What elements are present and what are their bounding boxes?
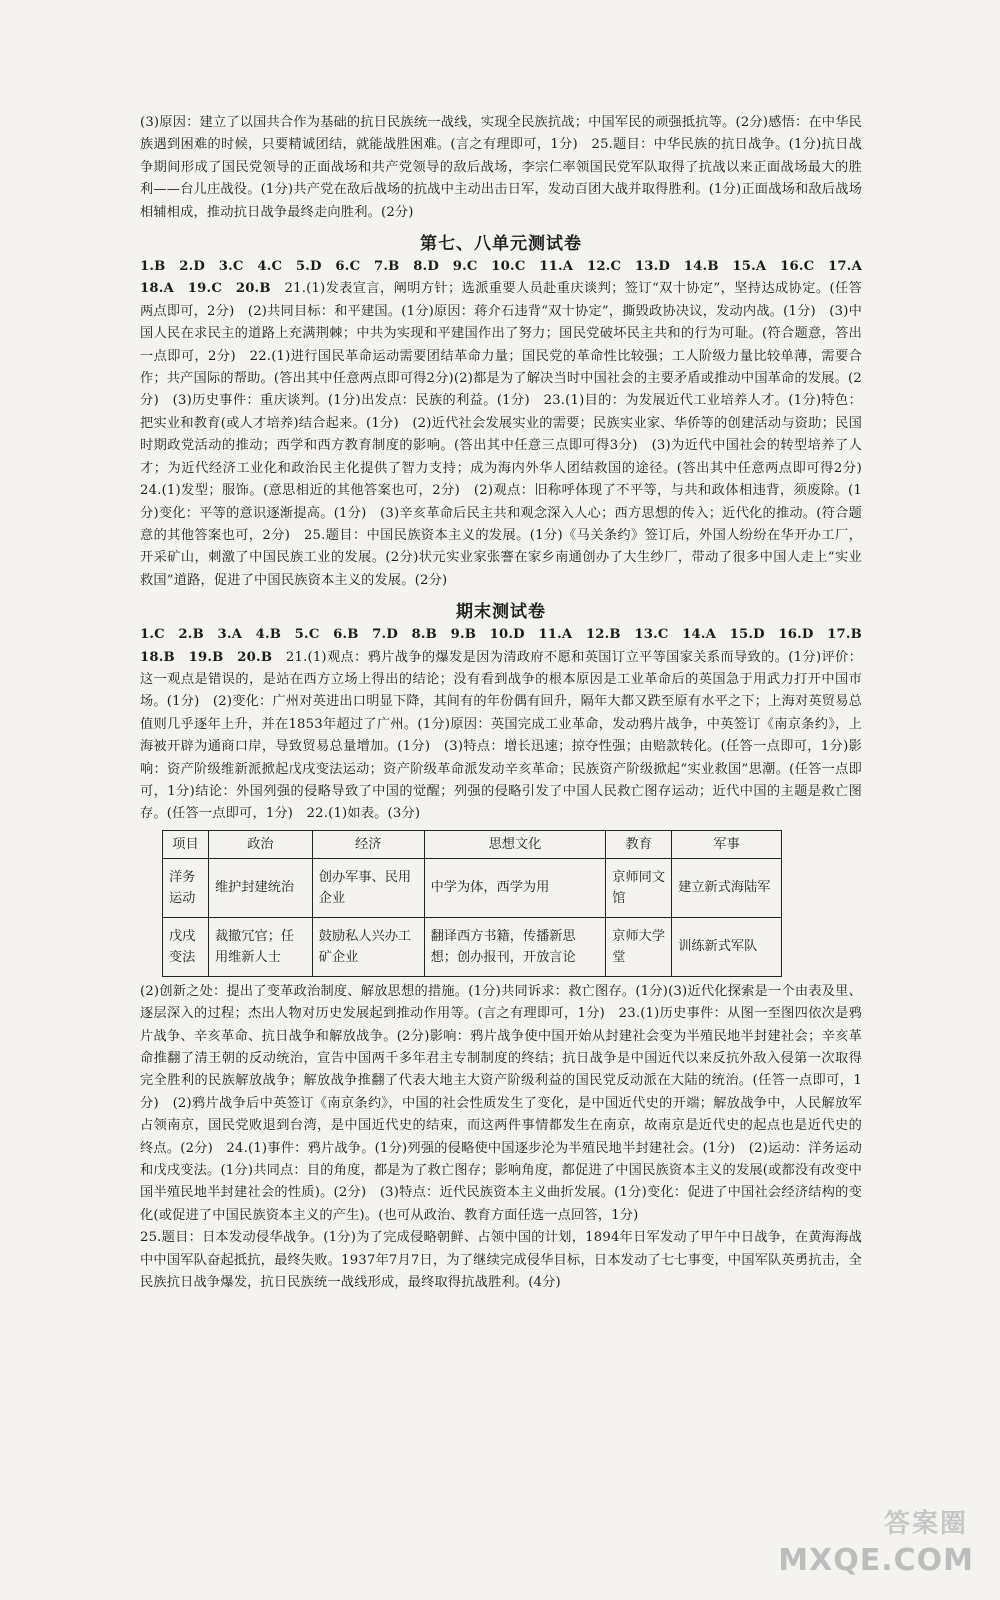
table-cell: 裁撤冗官；任用维新人士 [208,917,312,976]
section3-title: 期末测试卷 [456,602,546,623]
watermark [778,1509,988,1586]
section2-title: 第七、八单元测试卷 [420,234,582,255]
section2-paragraph [140,256,876,592]
section3-question-25: 25.题目：日本发动侵华战争。(1分)为了完成侵略朝鲜、占领中国的计划，1894年日军发动了甲午中日战争，在黄海海战中中国军队奋起抵抗，最终失败。1937年7月7日，为了继续完成侵华目标，日本发动了七七事变，中国军队英勇抗击，全民族抗日战争爆发，抗日民族统一战线形成，最终取得抗战胜利。(4分) [140,1230,862,1291]
watermark-logo: 答案圈 [883,1509,968,1539]
table-cell: 中学为体，西学为用 [424,858,606,917]
table-header: 思想文化 [424,830,606,858]
table-header: 政治 [208,830,312,858]
table-cell: 京师同文馆 [606,858,672,917]
section3-text-before-table: 21.(1)观点：鸦片战争的爆发是因为清政府不愿和英国订立平等国家关系而导致的。(1分)评价：这一观点是错误的，是站在西方立场上得出的结论；没有看到战争的根本原因是工业革命后的英国急于用武力打开中国市场。(1分) (2)变化：广州对英进出口明显下降，其间有的年份偶有回升，隔年大都又跌至原有水平之下；上海对英贸易总值则几乎逐年上升，并在1853年超过了广州。(1分)原因：英国完成工业革命，发动鸦片战争，中英签订《南京条约》，上海被开辟为通商口岸，导致贸易总量增加。(1分) (3)特点：增长迅速；掠夺性强；由赔款转化。(任答一点即可，1分)影响：资产阶级维新派掀起戊戌变法运动；资产阶级革命派发动辛亥革命；民族资产阶级掀起“实业救国”思潮。(任答一点即可，1分)结论：外国列强的侵略导致了中国的觉醒；列强的侵略引发了中国人民救亡图存运动；近代中国的主题是救亡图存。(任答一点即可，1分) 22.(1)如表。(3分) [140,649,862,822]
table-header: 经济 [312,830,424,858]
table-header: 教育 [606,830,672,858]
table-cell: 训练新式军队 [672,917,782,976]
table-cell: 戊戌变法 [163,917,209,976]
table-cell: 鼓励私人兴办工矿企业 [312,917,424,976]
table-cell: 创办军事、民用企业 [312,858,424,917]
table-cell: 洋务运动 [163,858,209,917]
section3-text-after-table: (2)创新之处：提出了变革政治制度、解放思想的措施。(1分)共同诉求：救亡图存。(1分)(3)近代化探索是一个由表及里、逐层深入的过程；杰出人物对历史发展起到推动作用等。(言之有理即可，1分) 23.(1)历史事件：从图一至图四依次是鸦片战争、辛亥革命、抗日战争和解放战争。(2分)影响：鸦片战争使中国开始从封建社会变为半殖民地半封建社会；辛亥革命推翻了清王朝的反动统治，宣告中国两千多年君主专制制度的终结；抗日战争是中国近代以来反抗外敌入侵第一次取得完全胜利的民族解放战争；解放战争推翻了代表大地主大资产阶级利益的国民党反动派在大陆的统治。(任答一点即可，1分) (2)鸦片战争后中英签订《南京条约》，中国的社会性质发生了变化，是中国近代史的开端；解放战争中，人民解放军占领南京，国民党败退到台湾，是中国近代史的结束，而这两件事情都发生在南京，故南京是近代史的起点也是近代史的终点。(2分) 24.(1)事件：鸦片战争。(1分)列强的侵略使中国逐步沦为半殖民地半封建社会。(1分) (2)运动：洋务运动和戊戌变法。(1分)共同点：目的角度，都是为了救亡图存；影响角度，都促进了中国民族资本主义的发展(或都没有改变中国半殖民地半封建社会的性质)。(2分) (3)特点：近代民族资本主义曲折发展。(1分)变化：促进了中国社会经济结构的变化(或促进了中国民族资本主义的产生)。(也可从政治、教育方面任选一点回答，1分) [140,983,862,1223]
table-cell: 翻译西方书籍，传播新思想；创办报刊，开放言论 [424,917,606,976]
table-header: 军事 [672,830,782,858]
table-cell: 京师大学堂 [606,917,672,976]
table-row [163,917,782,976]
section2-mc-answers: 1.B 2.D 3.C 4.C 5.D 6.C 7.B 8.D 9.C 10.C 11.A 12.C 13.D 14.B 15.A 16.C 17.A 18.A 19.C 20.B [140,259,876,297]
comparison-table [162,830,782,977]
table-cell: 建立新式海陆军 [672,858,782,917]
table-header-row [163,830,782,858]
table-cell: 维护封建统治 [208,858,312,917]
watermark-url: MXQE.COM [778,1543,974,1578]
section3-mc-answers: 1.C 2.B 3.A 4.B 5.C 6.B 7.D 8.B 9.B 10.D 11.A 12.B 13.C 14.A 15.D 16.D 17.B 18.B 19.B 20.B [140,627,876,665]
section3-paragraph [140,624,876,826]
table-row [163,858,782,917]
table-header: 项目 [163,830,209,858]
answer-page [140,112,876,1294]
section2-text: 21.(1)发表宣言，阐明方针；选派重要人员赴重庆谈判；签订“双十协定”，坚持达成协定。(任答两点即可，2分) (2)共同目标：和平建国。(1分)原因：蒋介石违背“双十协定”，撕毁政协决议，发动内战。(1分) (3)中国人民在求民主的道路上充满荆棘；中共为实现和平建国作出了努力；国民党破坏民主共和的行为可耻。(符合题意，答出一点即可，2分) 22.(1)进行国民革命运动需要团结革命力量；国民党的革命性比较强；工人阶级力量比较单薄，需要合作；共产国际的帮助。(答出其中任意两点即可得2分)(2)都是为了解决当时中国社会的主要矛盾或推动中国革命的发展。(2分) (3)历史事件：重庆谈判。(1分)出发点：民族的利益。(1分) 23.(1)目的：为发展近代工业培养人才。(1分)特色：把实业和教育(或人才培养)结合起来。(1分) (2)近代社会发展实业的需要；民族实业家、华侨等的创建活动与资助；民国时期政党活动的推动；西学和西方教育制度的影响。(答出其中任意三点即可得3分) (3)为近代中国社会的转型培养了人才；为近代经济工业化和政治民主化提供了智力支持；成为海内外华人团结救国的途径。(答出其中任意两点即可得2分) 24.(1)发型；服饰。(意思相近的其他答案也可，2分) (2)观点：旧称呼体现了不平等，与共和政体相违背，须废除。(1分)变化：平等的意识逐渐提高。(1分) (3)辛亥革命后民主共和观念深入人心；西方思想的传入；近代化的推动。(符合题意的其他答案也可，2分) 25.题目：中国民族资本主义的发展。(1分)《马关条约》签订后，外国人纷纷在华开办工厂，开采矿山，刺激了中国民族工业的发展。(2分)状元实业家张謇在家乡南通创办了大生纱厂，带动了很多中国人走上“实业救国”道路，促进了中国民族资本主义的发展。(2分) [140,281,876,588]
section1-paragraph: (3)原因：建立了以国共合作为基础的抗日民族统一战线，实现全民族抗战；中国军民的顽强抵抗等。(2分)感悟：在中华民族遇到困难的时候，只要精诚团结，就能战胜困难。(言之有理即可，1分) 25.题目：中华民族的抗日战争。(1分)抗日战争期间形成了国民党领导的正面战场和共产党领导的敌后战场，李宗仁率领国民党军队取得了抗战以来正面战场最大的胜利——台儿庄战役。(1分)共产党在敌后战场的抗战中主动出击日军，发动百团大战并取得胜利。(1分)正面战场和敌后战场相辅相成，推动抗日战争最终走向胜利。(2分) [140,115,862,220]
